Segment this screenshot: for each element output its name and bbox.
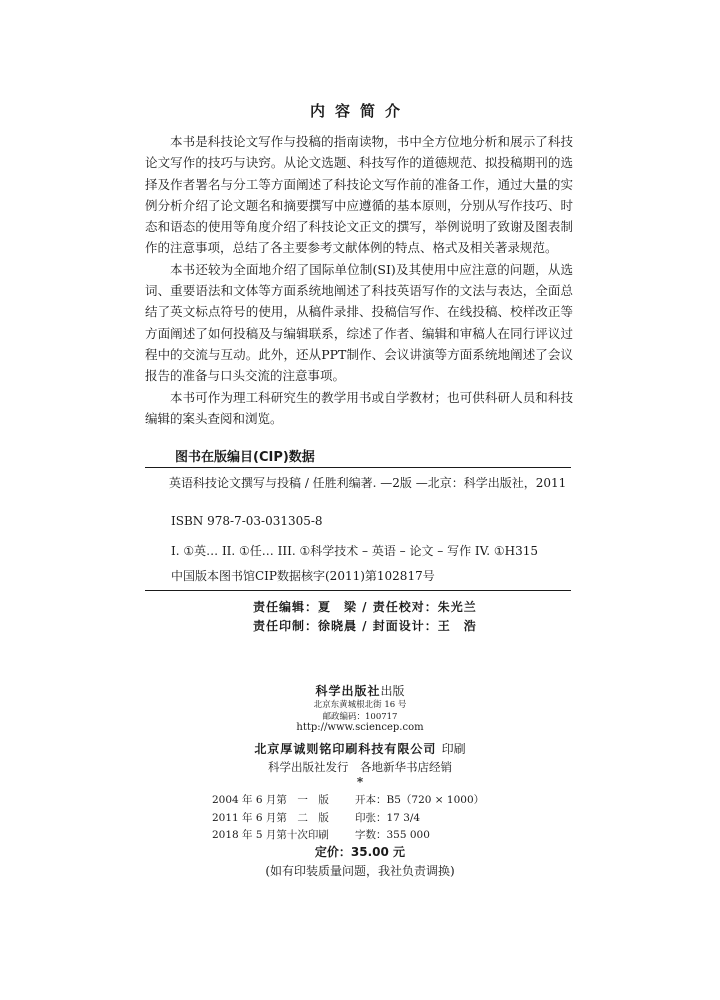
publisher-name: 科学出版社 [315, 684, 381, 698]
printer-suffix: 印刷 [441, 742, 466, 756]
cip-catalog-entry: 英语科技论文撰写与投稿 / 任胜利编著. —2版 —北京：科学出版社，2011 [169, 476, 567, 490]
quality-notice: (如有印装质量问题，我社负责调换) [265, 864, 455, 878]
printer-line [0, 740, 720, 757]
cip-record-number: 中国版本图书馆CIP数据核字(2011)第102817号 [171, 569, 435, 583]
publisher-url: http://www.sciencep.com [296, 722, 424, 733]
editor-credits: 责任编辑：夏 梁 / 责任校对：朱光兰 [253, 600, 477, 614]
summary-paragraph-2: 本书还较为全面地介绍了国际单位制(SI)及其使用中应注意的问题，从选词、重要语法和文体等方面系统地阐述了科技英语写作的文法与表达，全面总结了英文标点符号的使用，从稿件录排、投稿信写作、在线投稿、校样改正等方面阐述了如何投稿及与编辑联系，综述了作者、编辑和审稿人在同行评议过程中的交流与互动。此外，还从PPT制作、会议讲演等方面系统地阐述了会议报告的准备与口头交流的注意事项。 [145, 261, 573, 384]
cip-isbn: ISBN 978-7-03-031305-8 [171, 514, 323, 528]
edition-spec: 字数：355 000 [355, 829, 430, 841]
price: 定价：35.00 元 [314, 845, 406, 859]
summary-paragraph-1: 本书是科技论文写作与投稿的指南读物，书中全方位地分析和展示了科技论文写作的技巧与诀窍。从论文选题、科技写作的道德规范、拟投稿期刊的选择及作者署名与分工等方面阐述了科技论文写作前的准备工作，通过大量的实例分析介绍了论文题名和摘要撰写中应遵循的基本原则，分别从写作技巧、时态和语态的使用等角度介绍了科技论文正文的撰写，举例说明了致谢及图表制作的注意事项，总结了各主要参考文献体例的特点、格式及相关著录规范。 [145, 134, 573, 256]
edition-row [212, 810, 420, 825]
publisher-address: 北京东黄城根北街 16 号 [313, 700, 407, 710]
separator-star: * [356, 775, 364, 789]
edition-row [212, 827, 430, 842]
summary-paragraph-3: 本书可作为理工科研究生的教学用书或自学教材；也可供科研人员和科技编辑的案头查阅和浏览。 [145, 389, 573, 426]
cip-top-rule [145, 467, 571, 468]
publisher-line [0, 682, 720, 699]
cip-heading: 图书在版编目(CIP)数据 [175, 450, 315, 465]
publisher-suffix: 出版 [380, 684, 405, 698]
summary-body [145, 131, 573, 429]
production-credits: 责任印制：徐晓晨 / 封面设计：王 浩 [253, 619, 477, 633]
distribution-line: 科学出版社发行 各地新华书店经销 [268, 760, 452, 774]
edition-date: 2004 年 6 月第 一 版 [212, 794, 329, 806]
edition-date: 2018 年 5 月第十次印刷 [212, 829, 329, 841]
cip-bottom-rule [145, 590, 571, 591]
edition-spec: 开本：B5（720 × 1000） [355, 794, 485, 806]
edition-row [212, 792, 484, 807]
page-title: 内容简介 [309, 102, 410, 120]
publisher-postcode: 邮政编码：100717 [322, 712, 398, 722]
edition-date: 2011 年 6 月第 二 版 [212, 812, 329, 824]
edition-spec: 印张：17 3/4 [355, 812, 421, 824]
printer-name: 北京厚诚则铭印刷科技有限公司 [254, 742, 437, 756]
cip-classification: I. ①英… II. ①任… III. ①科学技术 – 英语 – 论文 – 写作 IV. ①H315 [171, 544, 538, 558]
